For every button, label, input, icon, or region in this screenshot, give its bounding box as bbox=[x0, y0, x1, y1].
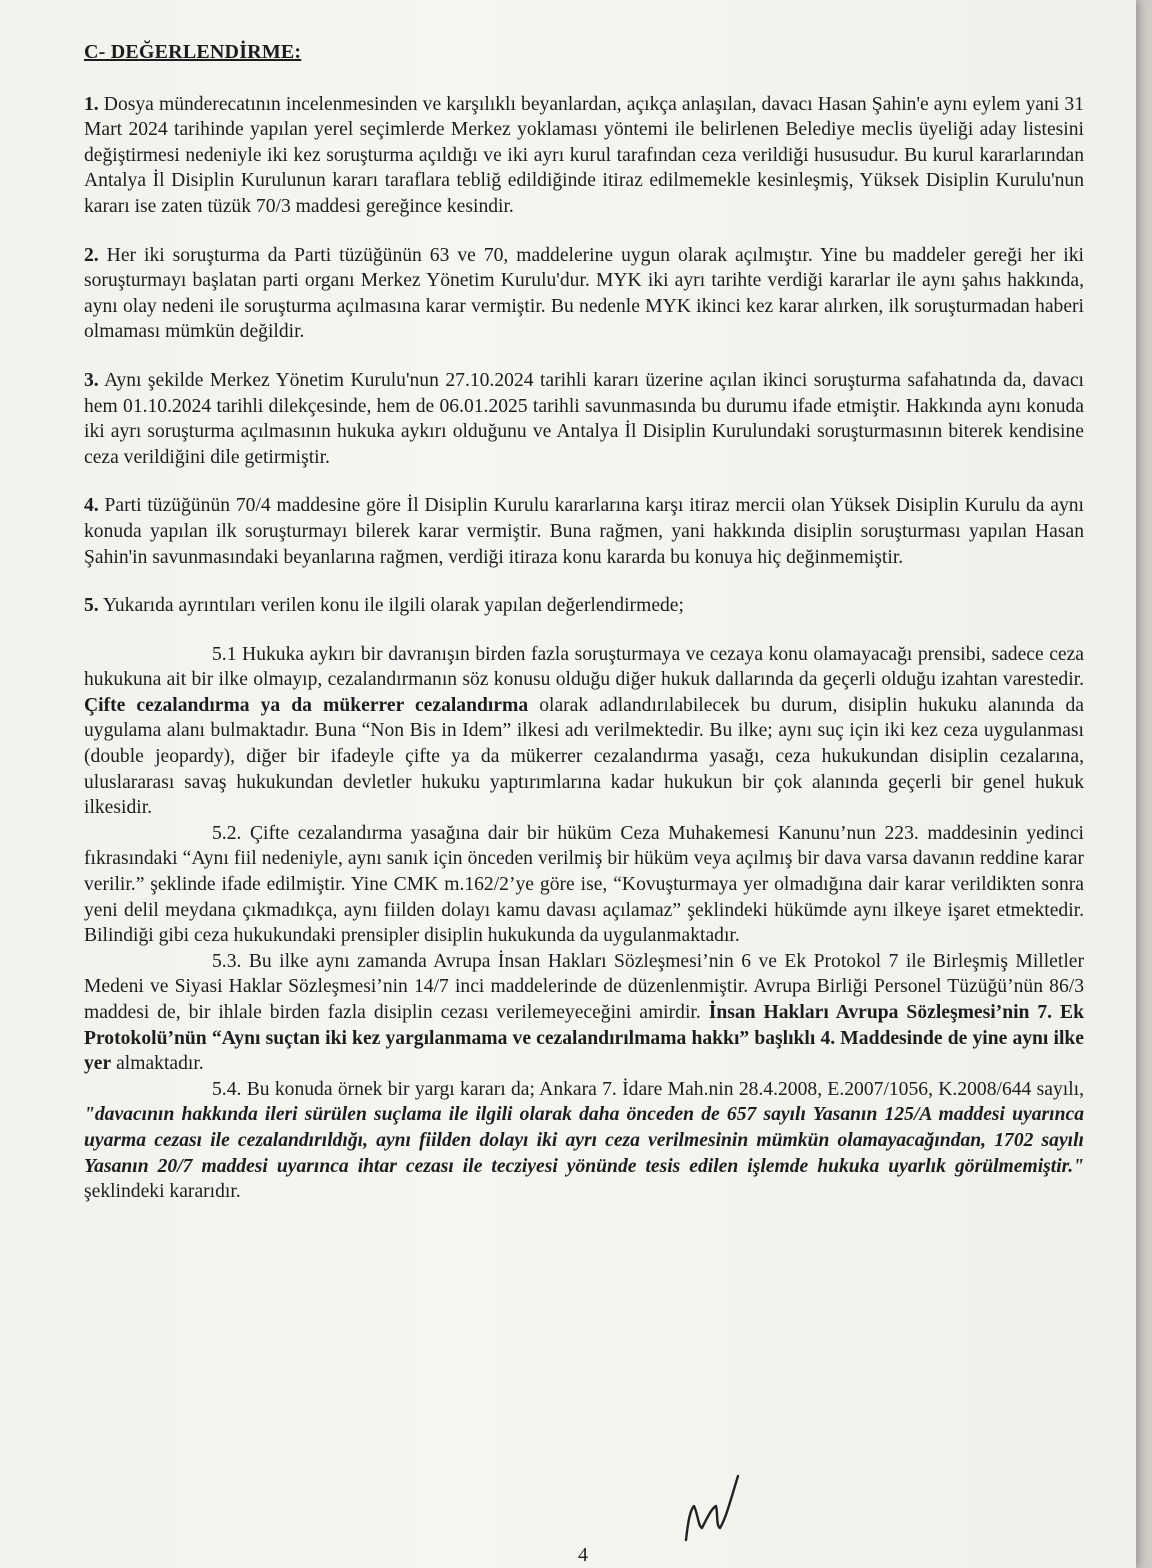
paragraph-3 bbox=[84, 368, 1084, 470]
paragraph-2 bbox=[84, 243, 1084, 345]
subparagraph-5-4-text-a: 5.4. Bu konuda örnek bir yargı kararı da; Ankara 7. İdare Mah.nin 28.4.2008, E.2007/1056, K.2008/644 sayılı, bbox=[212, 1078, 1084, 1100]
subparagraph-5-2 bbox=[84, 821, 1084, 949]
paragraph-5-number: 5. bbox=[84, 595, 99, 617]
signature-mark bbox=[668, 1462, 758, 1552]
subparagraph-5-1 bbox=[84, 642, 1084, 821]
paragraph-3-text: Aynı şekilde Merkez Yönetim Kurulu'nun 27.10.2024 tarihli kararı üzerine açılan ikinci soruşturma safahatında da, davacı hem 01.10.2024 tarihli dilekçesinde, hem de 06.01.2025 tarihli savunmasında bu durumu ifade etmiştir. Hakkında aynı konuda iki ayrı soruşturma açılmasının hukuka aykırı olduğunu ve Antalya İl Disiplin Kurulundaki soruşturmasının biterek kendisine ceza verildiğini dile getirmiştir. bbox=[84, 369, 1084, 468]
document-body bbox=[84, 40, 1084, 1205]
paragraph-1-number: 1. bbox=[84, 93, 99, 115]
paragraph-4-number: 4. bbox=[84, 495, 99, 517]
subparagraph-5-3-text-c: almaktadır. bbox=[111, 1053, 204, 1075]
paragraph-4-text: Parti tüzüğünün 70/4 maddesine göre İl Disiplin Kurulu kararlarına karşı itiraz mercii olan Yüksek Disiplin Kurulu da aynı konuda yapılan ilk soruşturmayı bilerek karar vermiştir. Buna rağmen, yani hakkında disiplin soruşturması yapılan Hasan Şahin'in savunmasındaki beyanlarına rağmen, verdiği itiraza konu kararda bu konuya hiç değinmemiştir. bbox=[84, 495, 1084, 568]
paragraph-2-number: 2. bbox=[84, 244, 99, 266]
paragraph-4 bbox=[84, 493, 1084, 570]
subparagraph-5-4-quote: "davacının hakkında ileri sürülen suçlama ile ilgili olarak daha önceden de 657 sayılı Yasanın 125/A maddesi uyarınca uyarma cezası ile cezalandırıldığı, aynı fiilden dolayı iki ayrı ceza verilmesinin mümkün olamayacağından, 1702 sayılı Yasanın 20/7 maddesi uyarınca ihtar cezası ile tecziyesi yönünde tesis edilen işlemde hukuka uyarlık görülmemiştir." bbox=[84, 1104, 1084, 1177]
section-heading: C- DEĞERLENDİRME: bbox=[84, 41, 302, 63]
subparagraph-5-1-emphasis: Çifte cezalandırma ya da mükerrer cezalandırma bbox=[84, 694, 529, 716]
subparagraph-5-3 bbox=[84, 949, 1084, 1077]
subparagraph-5-3-text-a: 5.3. Bu ilke aynı zamanda Avrupa İnsan Hakları Sözleşmesi’nin 6 ve Ek Protokol 7 ile Birleşmiş Milletler Medeni ve Siyasi Haklar Sözleşmesi’nin 14/7 inci maddelerinde de düzenlenmiştir. Avrupa Birliği Personel Tüzüğü’nün 86/3 maddesi de, bir ihlale birden fazla disiplin cezası verilemeyeceğini amirdir. bbox=[84, 950, 1084, 1023]
paragraph-3-number: 3. bbox=[84, 369, 99, 391]
subparagraph-5-4-text-c: şeklindeki kararıdır. bbox=[84, 1181, 241, 1203]
subparagraph-5-2-text: 5.2. Çifte cezalandırma yasağına dair bir hüküm Ceza Muhakemesi Kanunu’nun 223. maddesinin yedinci fıkrasındaki “Aynı fiil nedeniyle, aynı sanık için önceden verilmiş bir hüküm veya açılmış bir dava varsa davanın reddine karar verilir.” şeklinde ifade edilmiştir. Yine CMK m.162/2’ye göre ise, “Kovuşturmaya yer olmadığına dair karar verildikten sonra yeni delil meydana çıkmadıkça, aynı fiilden dolayı kamu davası açılamaz” şeklindeki hükümde aynı ilkeye işaret etmektedir. Bilindiği gibi ceza hukukundaki prensipler disiplin hukukunda da uygulanmaktadır. bbox=[84, 822, 1084, 947]
paragraph-5 bbox=[84, 593, 1084, 619]
paragraph-1 bbox=[84, 92, 1084, 220]
paragraph-5-text: Yukarıda ayrıntıları verilen konu ile ilgili olarak yapılan değerlendirmede; bbox=[98, 595, 684, 617]
subparagraph-5-3-emphasis: İnsan Hakları Avrupa Sözleşmesi’nin 7. Ek Protokolü’nün “Aynı suçtan iki kez yargılanmama ve cezalandırılmama hakkı” başlıklı 4. Maddesinde de yine aynı ilke yer bbox=[84, 1002, 1085, 1075]
paragraph-1-text: Dosya münderecatının incelenmesinden ve karşılıklı beyanlardan, açıkça anlaşılan, davacı Hasan Şahin'e aynı eylem yani 31 Mart 2024 tarihinde yapılan yerel seçimlerde Merkez yoklaması yöntemi ile belirlenen Belediye meclis üyeliği aday listesini değiştirmesi nedeniyle iki kez soruşturma açıldığı ve iki ayrı kurul tarafından ceza verildiği hususudur. Bu kurul kararlarından Antalya İl Disiplin Kurulunun kararı taraflara tebliğ edildiğinde itiraz edilmemekle kesinleşmiş, Yüksek Disiplin Kurulu'nun kararı ise zaten tüzük 70/3 maddesi gereğince kesindir. bbox=[84, 93, 1084, 217]
page-number: 4 bbox=[578, 1544, 588, 1566]
paragraph-2-text: Her iki soruşturma da Parti tüzüğünün 63 ve 70, maddelerine uygun olarak açılmıştır. Yine bu maddeler gereği her iki soruşturmayı başlatan parti organı Merkez Yönetim Kurulu'dur. MYK iki ayrı tarihte verdiği kararlar ile aynı şahıs hakkında, aynı olay nedeni ile soruşturma açılmasına karar vermiştir. Bu nedenle MYK ikinci kez karar alırken, ilk soruşturmadan haberi olmaması mümkün değildir. bbox=[84, 244, 1084, 343]
subparagraph-5-1-text-c: olarak adlandırılabilecek bu durum, disiplin hukuku alanında da uygulama alanı bulmaktadır. Buna “Non Bis in Idem” ilkesi adı verilmektedir. Bu ilke; aynı suç için iki kez ceza uygulanması (double jeopardy), diğer bir ifadeyle çifte ya da mükerrer cezalandırma yasağı, ceza hukukundan disiplin cezalarına, uluslararası savaş hukukundan devletler hukuku yaptırımlarına kadar hukukun bir çok alanında geçerli bir genel hukuk ilkesidir. bbox=[84, 694, 1085, 819]
subparagraph-5-4 bbox=[84, 1077, 1084, 1205]
subparagraph-5-1-text-a: 5.1 Hukuka aykırı bir davranışın birden fazla soruşturmaya ve cezaya konu olamayacağı prensibi, sadece ceza hukukuna ait bir ilke olmayıp, cezalandırmanın söz konusu olduğu diğer hukuk dallarında da geçerli olduğu izahtan varestedir. bbox=[84, 643, 1084, 691]
